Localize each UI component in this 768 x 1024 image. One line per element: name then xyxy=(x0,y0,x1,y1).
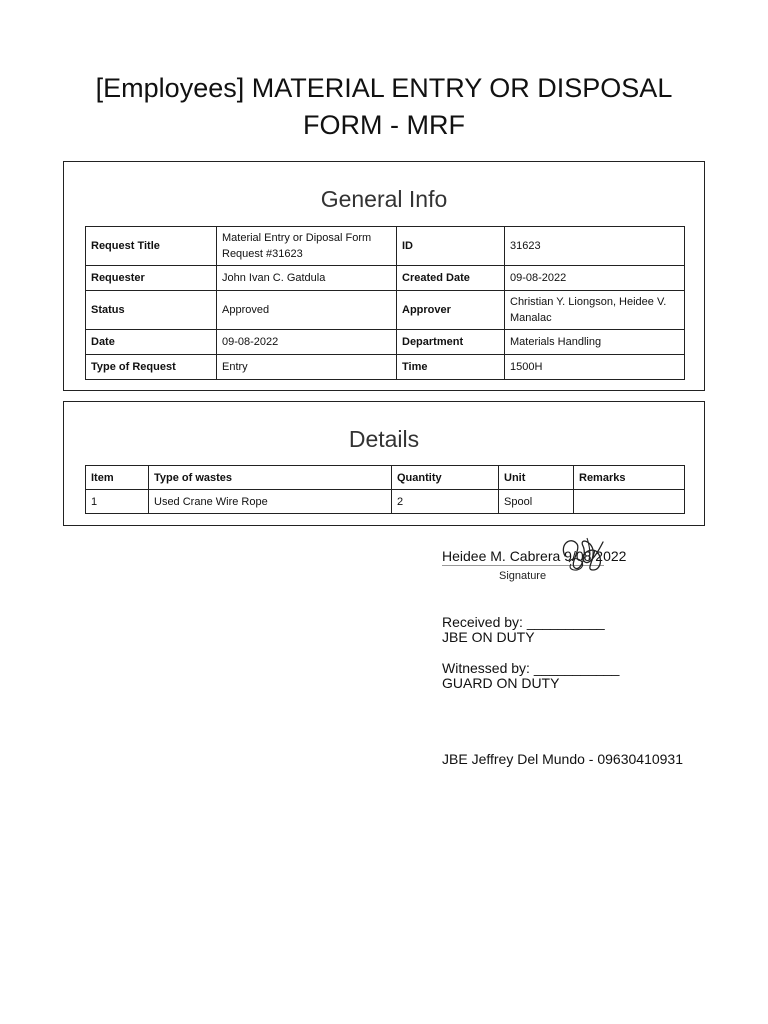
column-header: Unit xyxy=(499,466,574,490)
table-cell: 1 xyxy=(86,490,149,514)
witnessed-by-section xyxy=(442,661,619,691)
received-by-role: JBE ON DUTY xyxy=(442,629,535,645)
general-info-panel xyxy=(63,161,705,391)
details-table xyxy=(85,465,685,514)
column-header: Quantity xyxy=(392,466,499,490)
field-label: Type of Request xyxy=(86,355,217,380)
column-header: Item xyxy=(86,466,149,490)
column-header: Remarks xyxy=(574,466,685,490)
table-row xyxy=(86,291,685,330)
document-title-line-2: FORM - MRF xyxy=(303,110,465,140)
field-value: John Ivan C. Gatdula xyxy=(217,266,397,291)
table-row xyxy=(86,266,685,291)
table-row xyxy=(86,227,685,266)
details-panel xyxy=(63,401,705,526)
table-cell: Used Crane Wire Rope xyxy=(149,490,392,514)
received-by-line: Received by: __________ xyxy=(442,614,605,630)
column-header: Type of wastes xyxy=(149,466,392,490)
field-label: ID xyxy=(397,227,505,266)
signature-block xyxy=(442,548,722,582)
general-info-table xyxy=(85,226,685,380)
handwritten-signature xyxy=(557,534,607,576)
field-value: 09-08-2022 xyxy=(217,330,397,355)
signature-caption: Signature xyxy=(499,570,547,582)
table-cell xyxy=(574,490,685,514)
field-label: Status xyxy=(86,291,217,330)
table-row xyxy=(86,490,685,514)
table-row xyxy=(86,355,685,380)
signature-line xyxy=(442,548,627,566)
table-cell: Spool xyxy=(499,490,574,514)
field-value: 31623 xyxy=(505,227,685,266)
witnessed-by-line: Witnessed by: ___________ xyxy=(442,660,620,676)
field-value: Material Entry or Diposal Form Request #31623 xyxy=(217,227,397,266)
field-label: Time xyxy=(397,355,505,380)
general-info-heading: General Info xyxy=(320,186,448,212)
field-label: Request Title xyxy=(86,227,217,266)
field-value: Materials Handling xyxy=(505,330,685,355)
document-title-line-1: [Employees] MATERIAL ENTRY OR DISPOSAL xyxy=(95,73,673,103)
document-title xyxy=(0,70,768,144)
table-header-row xyxy=(86,466,685,490)
field-label: Requester xyxy=(86,266,217,291)
contact-line: JBE Jeffrey Del Mundo - 09630410931 xyxy=(442,751,684,767)
field-value: 1500H xyxy=(505,355,685,380)
field-label: Created Date xyxy=(397,266,505,291)
witnessed-by-role: GUARD ON DUTY xyxy=(442,675,560,691)
field-label: Department xyxy=(397,330,505,355)
field-value: Entry xyxy=(217,355,397,380)
field-label: Date xyxy=(86,330,217,355)
table-row xyxy=(86,330,685,355)
table-cell: 2 xyxy=(392,490,499,514)
field-label: Approver xyxy=(397,291,505,330)
signer-name-date: Heidee M. Cabrera 9/08/2022 xyxy=(442,548,627,564)
received-by-section xyxy=(442,615,605,645)
field-value: Approved xyxy=(217,291,397,330)
field-value: Christian Y. Liongson, Heidee V. Manalac xyxy=(505,291,685,330)
field-value: 09-08-2022 xyxy=(505,266,685,291)
details-heading: Details xyxy=(348,426,420,452)
